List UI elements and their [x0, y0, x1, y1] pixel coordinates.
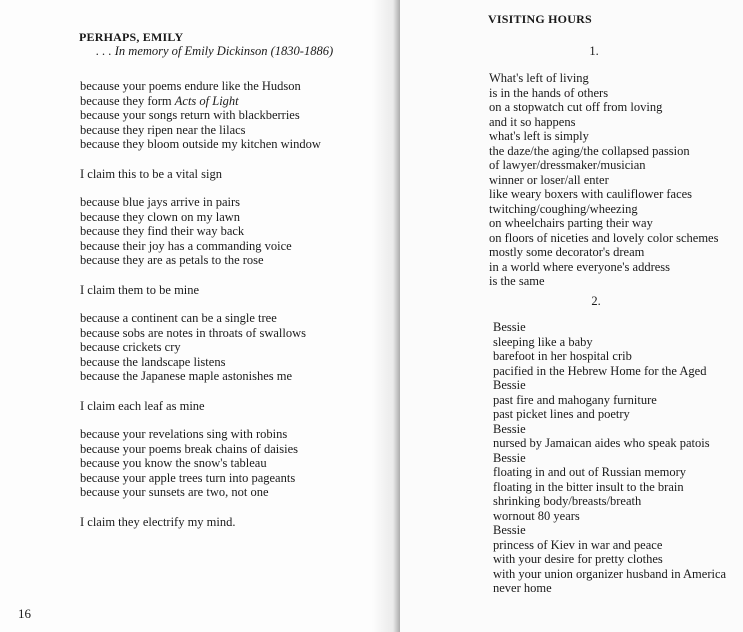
poem-line: never home — [493, 581, 552, 595]
poem-line: Bessie — [493, 421, 526, 436]
section-2 — [493, 320, 726, 596]
poem-line: wornout 80 years — [493, 508, 580, 523]
poem-line: with your union organizer husband in America — [493, 566, 727, 581]
poem-line: is in the hands of others — [489, 85, 609, 100]
poem-line: floating in and out of Russian memory — [493, 465, 687, 479]
poem-line: of lawyer/dressmaker/musician — [489, 158, 646, 172]
poem-line: is the same — [489, 274, 545, 288]
poem-line: winner or loser/all enter — [489, 172, 609, 187]
poem-line: because a continent can be a single tree — [80, 311, 277, 325]
page-number: 16 — [18, 606, 31, 621]
poem-dedication: . . . In memory of Emily Dickinson (1830-1886) — [96, 44, 334, 58]
poem-line: on a stopwatch cut off from loving — [489, 100, 663, 114]
poem-line: pacified in the Hebrew Home for the Aged — [493, 363, 707, 378]
poem-line: on wheelchairs parting their way — [489, 216, 653, 230]
poem-line: because blue jays arrive in pairs — [80, 195, 241, 209]
poem-line: because your sunsets are two, not one — [80, 485, 269, 499]
closing-line: I claim they electrify my mind. — [80, 515, 236, 529]
section-numeral: 1. — [589, 44, 599, 58]
poem-line: nursed by Jamaican aides who speak patois — [493, 436, 710, 450]
poem-line: because your poems endure like the Hudson — [80, 79, 301, 93]
right-page — [400, 0, 743, 632]
poem-line: because they find their way back — [80, 224, 245, 238]
stanza-4 — [80, 427, 298, 500]
poem-line: because your poems break chains of daisies — [80, 441, 298, 456]
poem-line: shrinking body/breasts/breath — [493, 494, 642, 508]
section-1 — [489, 71, 718, 289]
poem-line: and it so happens — [489, 114, 576, 129]
poem-line: because sobs are notes in throats of swallows — [80, 325, 306, 340]
poem-line: because your revelations sing with robins — [80, 427, 288, 441]
poem-line: the daze/the aging/the collapsed passion — [489, 143, 690, 158]
poem-line: in a world where everyone's address — [489, 259, 671, 274]
poem-line: mostly some decorator's dream — [489, 245, 645, 259]
poem-line: Bessie — [493, 450, 526, 465]
section-numeral: 2. — [591, 294, 601, 308]
poem-line: because crickets cry — [80, 340, 181, 354]
poem-line: because they ripen near the lilacs — [80, 122, 246, 137]
stanza-2 — [80, 195, 292, 268]
poem-line: Bessie — [493, 523, 526, 537]
poem-line: because they bloom outside my kitchen window — [80, 137, 321, 151]
poem-line: on floors of niceties and lovely color schemes — [489, 230, 719, 245]
poem-line: because your songs return with blackberries — [80, 108, 300, 122]
poem-line: because they are as petals to the rose — [80, 253, 264, 267]
poem-title: VISITING HOURS — [488, 12, 592, 26]
stanza-3 — [80, 311, 306, 384]
poem-line: twitching/coughing/wheezing — [489, 201, 638, 216]
poem-line: princess of Kiev in war and peace — [493, 537, 663, 552]
stanza-1 — [80, 79, 321, 152]
poem-line: because the landscape listens — [80, 354, 226, 369]
poem-line: what's left is simply — [489, 129, 589, 143]
poem-title: PERHAPS, EMILY — [79, 30, 184, 44]
poem-line: floating in the bitter insult to the brain — [493, 479, 684, 494]
poem-line: because the Japanese maple astonishes me — [80, 369, 293, 383]
poem-line: because you know the snow's tableau — [80, 456, 267, 470]
poem-line: past fire and mahogany furniture — [493, 392, 657, 407]
poem-line: because they form Acts of Light — [80, 93, 239, 108]
poem-line: because your apple trees turn into pageants — [80, 470, 296, 485]
refrain-3: I claim each leaf as mine — [80, 399, 205, 413]
poem-line: because their joy has a commanding voice — [80, 238, 292, 253]
poem-line: with your desire for pretty clothes — [493, 552, 663, 566]
poem-line: What's left of living — [489, 71, 589, 85]
poem-line: because they clown on my lawn — [80, 209, 241, 224]
poem-line: Bessie — [493, 320, 526, 334]
poem-line: Bessie — [493, 378, 526, 392]
poem-line: past picket lines and poetry — [493, 407, 630, 421]
refrain-2: I claim them to be mine — [80, 283, 200, 297]
poem-line: like weary boxers with cauliflower faces — [489, 187, 693, 201]
poem-line: sleeping like a baby — [493, 334, 593, 349]
refrain-1: I claim this to be a vital sign — [80, 167, 222, 181]
poem-line: barefoot in her hospital crib — [493, 349, 632, 363]
